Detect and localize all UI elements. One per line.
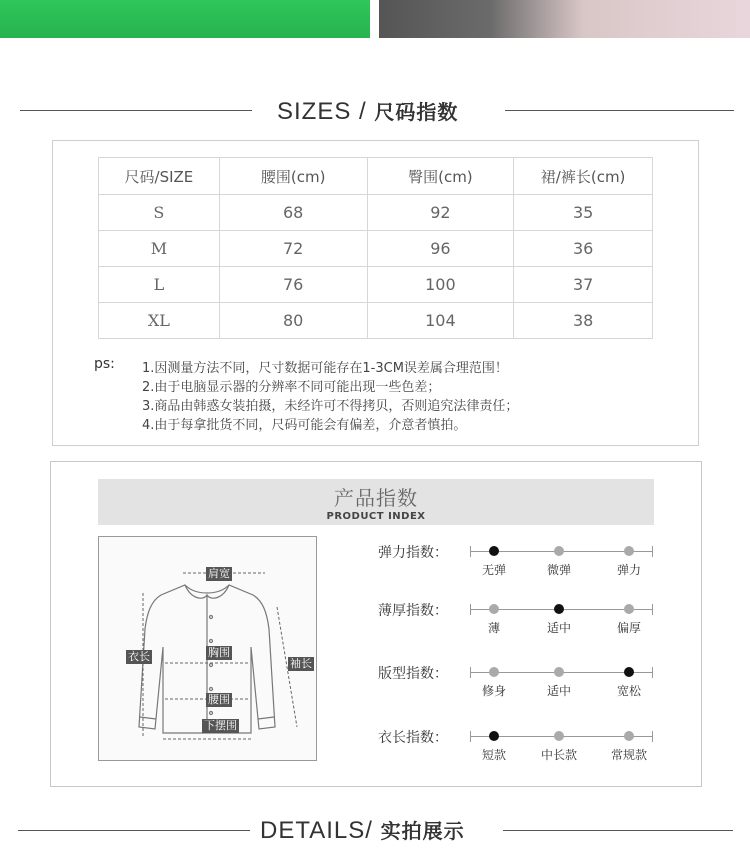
index-dot [554,731,564,741]
index-dot-selected [554,604,564,614]
table-row [99,267,653,303]
index-label: 衣长指数： [378,730,448,746]
sizes-heading-cn: 尺码指数 [374,100,459,124]
index-dot [554,546,564,556]
note-line: 2.由于电脑显示器的分辨率不同可能出现一些色差； [142,380,441,395]
label-waist: 腰围 [208,693,230,706]
product-index-title: 产品指数 [334,486,418,510]
header-size: 尺码/SIZE [99,158,220,195]
header-length: 裙/裤长(cm) [514,158,653,195]
index-option: 微弹 [546,563,571,577]
index-option: 无弹 [481,563,506,577]
heading-rule-right [503,830,733,831]
index-dot-selected [624,667,634,677]
sizes-heading [277,96,458,126]
index-dot-selected [489,546,499,556]
hip-cell: 104 [367,303,514,339]
label-hem: 下摆围 [204,719,237,732]
index-scale-tick [470,546,471,557]
index-scale-tick [652,667,653,678]
index-dot [489,667,499,677]
index-option: 适中 [546,684,571,698]
size-table [98,157,653,339]
index-dot [624,731,634,741]
index-option: 适中 [546,621,571,635]
waist-cell: 80 [219,303,367,339]
index-scale-tick [470,731,471,742]
index-option: 薄 [487,621,500,635]
table-row [99,231,653,267]
index-label: 弹力指数： [378,545,448,561]
length-cell: 38 [514,303,653,339]
index-dot [554,667,564,677]
index-dot [489,604,499,614]
details-heading-cn: 实拍展示 [380,819,465,843]
size-cell: S [99,195,220,231]
hip-cell: 100 [367,267,514,303]
hip-cell: 92 [367,195,514,231]
table-row [99,303,653,339]
note-line: 4.由于每拿批货不同，尺码可能会有偏差，介意者慎拍。 [142,418,467,433]
index-scale-tick [652,546,653,557]
label-shoulder: 肩宽 [208,567,230,580]
size-table-header-row [99,158,653,195]
notes-label: ps: [94,356,115,372]
index-dot [624,604,634,614]
sizes-heading-sep: / [351,98,375,125]
index-dot [624,546,634,556]
index-option: 短款 [481,748,506,762]
waist-cell: 76 [219,267,367,303]
product-photo-left [0,0,370,38]
details-heading-en: DETAILS [260,817,366,844]
header-hip: 臀围(cm) [367,158,514,195]
index-scale-tick [470,667,471,678]
note-line: 1.因测量方法不同，尺寸数据可能存在1-3CM误差属合理范围！ [142,361,508,376]
index-label: 薄厚指数： [378,603,448,619]
heading-rule-left [18,830,250,831]
product-index-banner [98,479,654,525]
product-index-subtitle: PRODUCT INDEX [326,511,426,522]
index-scale-tick [470,604,471,615]
length-cell: 35 [514,195,653,231]
index-option: 宽松 [616,684,641,698]
index-option: 常规款 [610,748,647,762]
label-chest: 胸围 [208,646,230,659]
details-heading [260,815,465,845]
heading-rule-left [20,110,252,111]
index-option: 修身 [481,684,506,698]
note-line: 3.商品由韩惑女装拍摄，未经许可不得拷贝，否则追究法律责任； [142,399,519,414]
index-option: 中长款 [540,748,577,762]
size-cell: M [99,231,220,267]
label-sleeve: 袖长 [290,657,312,670]
size-cell: XL [99,303,220,339]
label-garment-length: 衣长 [128,650,150,663]
product-photo-right [379,0,750,38]
length-cell: 36 [514,231,653,267]
index-option: 弹力 [616,563,641,577]
index-scale-tick [652,731,653,742]
index-option: 偏厚 [616,621,641,635]
waist-cell: 72 [219,231,367,267]
index-dot-selected [489,731,499,741]
waist-cell: 68 [219,195,367,231]
hip-cell: 96 [367,231,514,267]
details-heading-sep: / [365,817,381,844]
index-label: 版型指数： [378,666,448,682]
heading-rule-right [505,110,734,111]
index-scale-tick [652,604,653,615]
sizes-heading-en: SIZES [277,98,352,125]
length-cell: 37 [514,267,653,303]
header-waist: 腰围(cm) [219,158,367,195]
size-cell: L [99,267,220,303]
table-row [99,195,653,231]
